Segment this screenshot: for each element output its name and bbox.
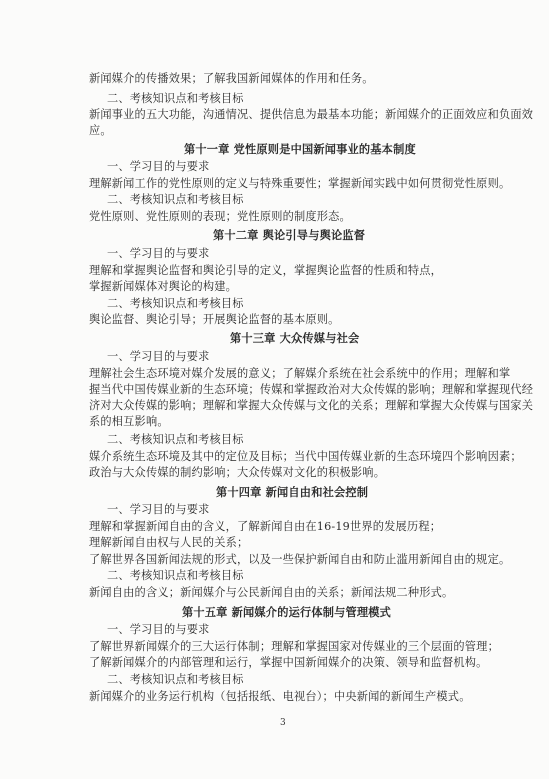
section-label: 二、考核知识点和考核目标 — [107, 91, 244, 105]
text-line: 理解和掌握舆论监督和舆论引导的定义，掌握舆论监督的性质和特点， — [89, 263, 443, 277]
section-label: 二、考核知识点和考核目标 — [107, 296, 244, 310]
text-line: 掌握新闻媒体对舆论的构建。 — [89, 279, 238, 293]
text-line: 握当代中国传媒业新的生态环境；传媒和掌握政治对大众传媒的影响；理解和掌握现代经 — [89, 382, 534, 396]
text-line: 媒介系统生态环境及其中的定位及目标；当代中国传媒业新的生态环境四个影响因素； — [89, 449, 522, 463]
text-line: 新闻媒介的传播效果；了解我国新闻媒体的作用和任务。 — [89, 72, 374, 85]
section-label: 一、学习目的与要求 — [107, 246, 210, 260]
chapter-heading: 第十三章 大众传媒与社会 — [230, 330, 360, 345]
text-line: 理解社会生态环境对媒介发展的意义；了解媒介系统在社会系统中的作用；理解和掌 — [89, 366, 511, 380]
section-label: 一、学习目的与要求 — [107, 160, 210, 174]
text-line: 了解世界新闻媒介的三大运行体制；理解和掌握国家对传媒业的三个层面的管理； — [89, 639, 499, 653]
text-line: 理解新闻工作的党性原则的定义与特殊重要性；掌握新闻实践中如何贯彻党性原则。 — [89, 177, 511, 191]
text-line: 政治与大众传媒的制约影响；大众传媒对文化的积极影响。 — [89, 465, 386, 479]
text-line: 新闻自由的含义；新闻媒介与公民新闻自由的关系；新闻法规二种形式。 — [89, 586, 454, 600]
text-line: 理解和掌握新闻自由的含义，了解新闻自由在16-19世界的发展历程； — [89, 520, 442, 534]
text-line: 党性原则、党性原则的表现；党性原则的制度形态。 — [89, 210, 351, 224]
text-line: 了解新闻媒介的内部管理和运行，掌握中国新闻媒介的决策、领导和监督机构。 — [89, 656, 488, 670]
chapter-heading: 第十一章 党性原则是中国新闻事业的基本制度 — [184, 142, 416, 157]
text-line: 了解世界各国新闻法规的形式，以及一些保护新闻自由和防止滥用新闻自由的规定。 — [89, 553, 511, 567]
chapter-heading: 第十五章 新闻媒介的运行体制与管理模式 — [182, 605, 392, 620]
section-label: 二、考核知识点和考核目标 — [107, 193, 244, 207]
text-line: 新闻事业的五大功能，沟通情况、提供信息为最基本功能；新闻媒介的正面效应和负面效 — [89, 107, 534, 121]
section-label: 二、考核知识点和考核目标 — [107, 673, 244, 687]
text-line: 济对大众传媒的影响；理解和掌握大众传媒与文化的关系；理解和掌握大众传媒与国家关 — [89, 398, 534, 412]
section-label: 一、学习目的与要求 — [107, 349, 210, 363]
text-line: 理解新闻自由权与人民的关系； — [89, 536, 249, 550]
text-line: 新闻媒介的业务运行机构（包括报纸、电视台）；中央新闻的新闻生产模式。 — [89, 690, 471, 703]
section-label: 二、考核知识点和考核目标 — [107, 569, 244, 583]
chapter-heading: 第十二章 舆论引导与舆论监督 — [213, 228, 366, 243]
text-line: 舆论监督、舆论引导；开展舆论监督的基本原则。 — [89, 313, 340, 327]
chapter-heading: 第十四章 新闻自由和社会控制 — [216, 485, 369, 500]
section-label: 一、学习目的与要求 — [107, 503, 210, 517]
section-label: 一、学习目的与要求 — [107, 622, 210, 636]
text-line: 应。 — [89, 123, 112, 137]
page-number: 3 — [280, 718, 286, 728]
section-label: 二、考核知识点和考核目标 — [107, 432, 244, 446]
text-line: 系的相互影响。 — [89, 414, 169, 428]
